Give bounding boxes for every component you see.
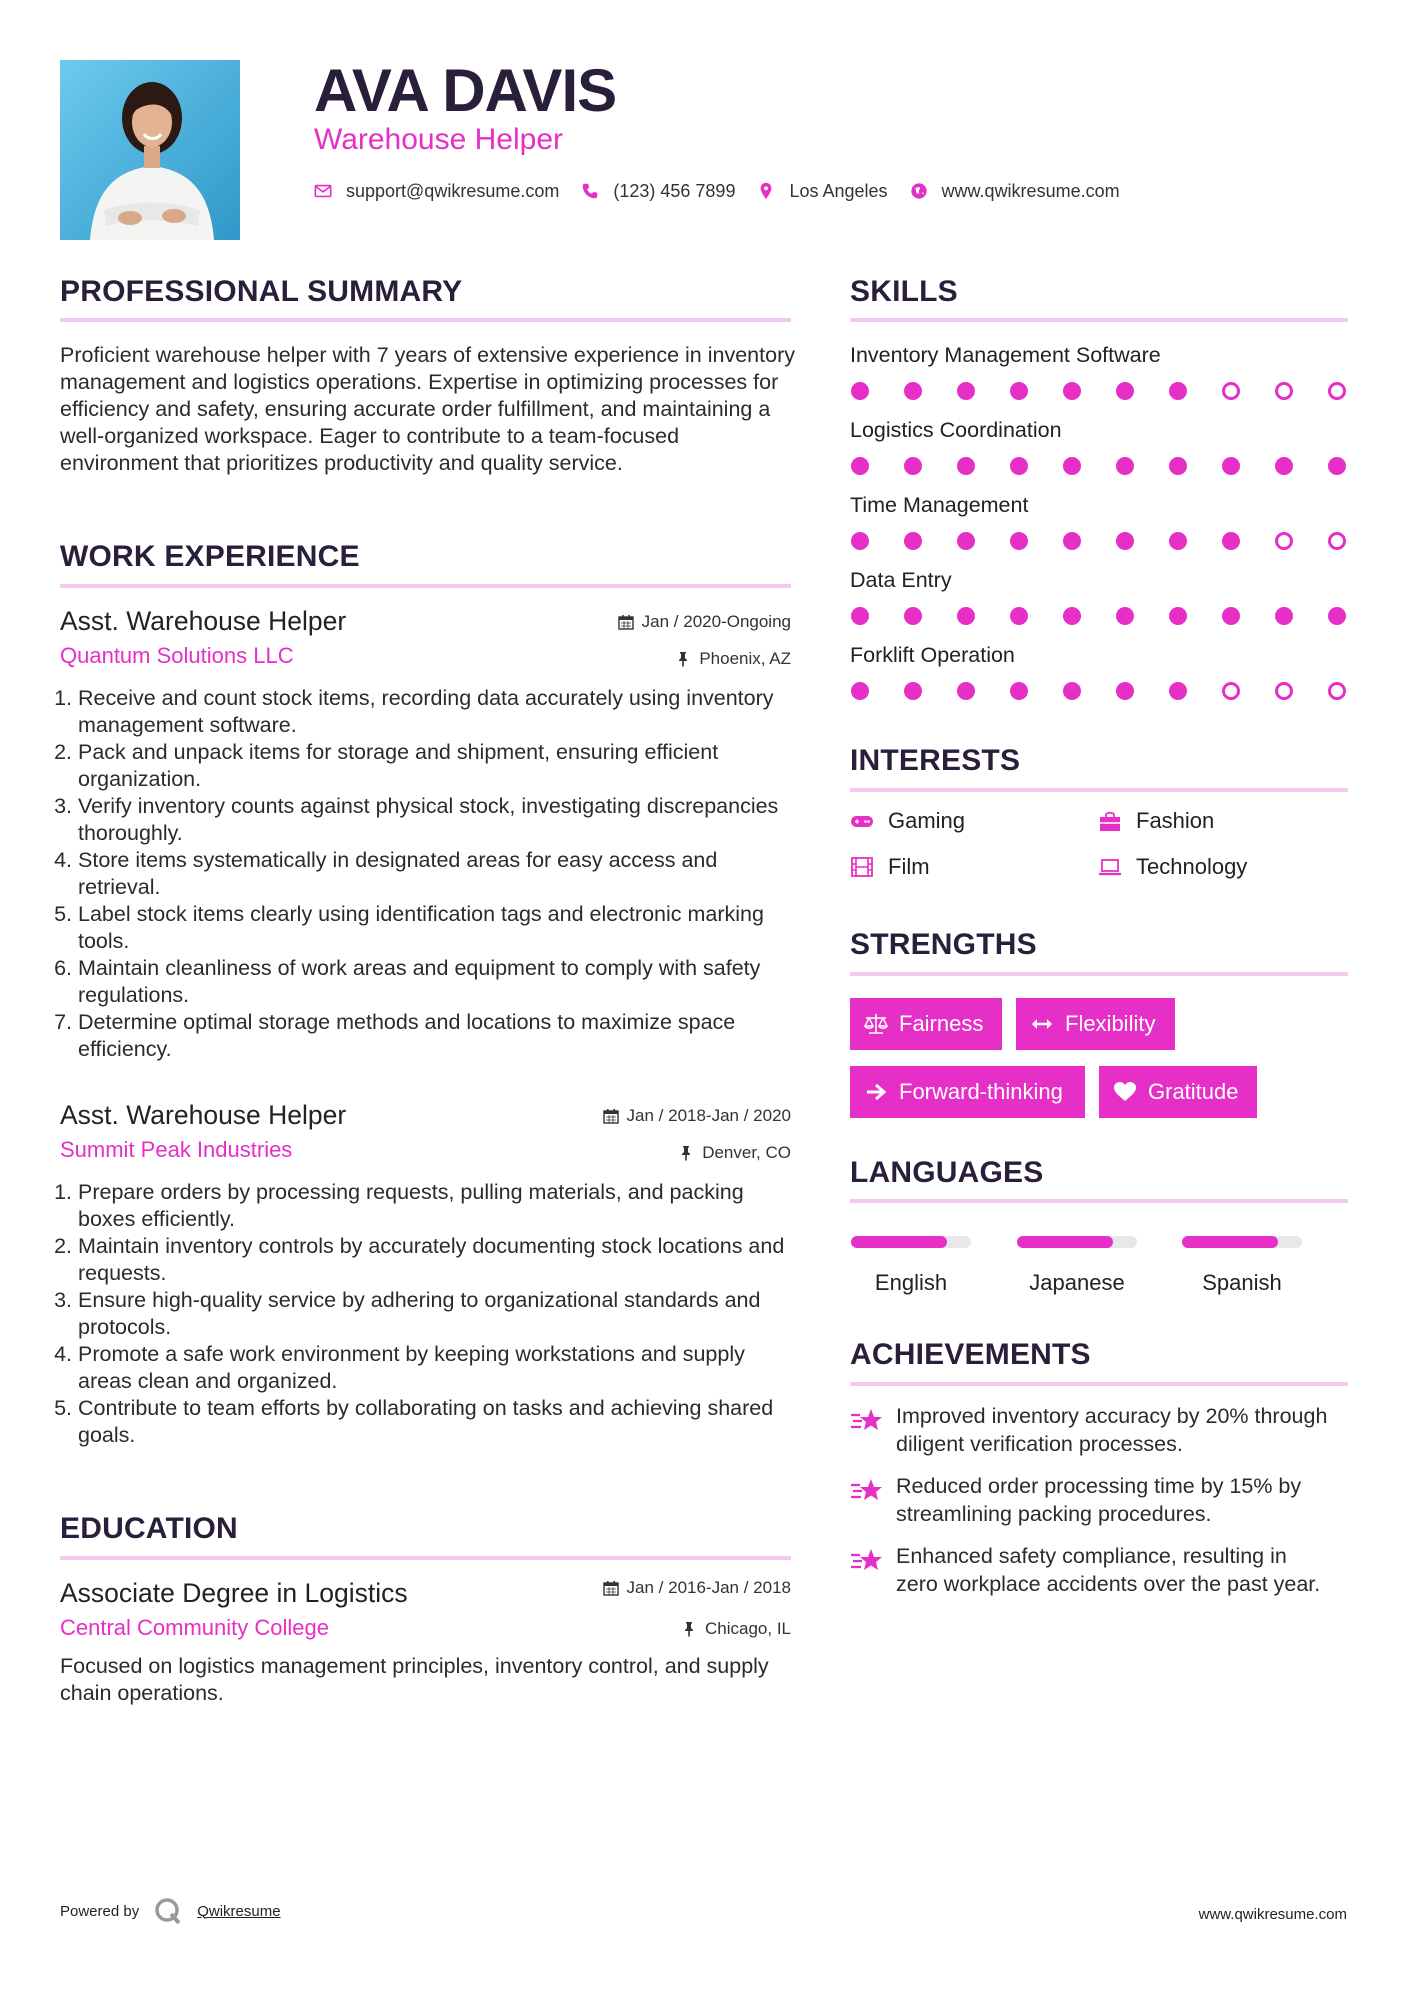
education-location-text: Chicago, IL bbox=[705, 1619, 791, 1638]
strength-label: Fairness bbox=[899, 1011, 984, 1036]
language-bar-fill bbox=[851, 1236, 947, 1248]
skill-name: Data Entry bbox=[850, 568, 952, 592]
candidate-name: AVA DAVIS bbox=[314, 57, 617, 124]
qwikresume-link[interactable]: Qwikresume bbox=[197, 1902, 281, 1920]
job-bullets bbox=[60, 685, 791, 1063]
skill-dot-filled bbox=[1063, 682, 1081, 700]
job-company: Quantum Solutions LLC bbox=[60, 643, 294, 668]
skills-heading: SKILLS bbox=[850, 275, 958, 308]
education-entry bbox=[60, 1576, 791, 1707]
skill-dot-filled bbox=[1116, 607, 1134, 625]
skill-dot-filled bbox=[1010, 382, 1028, 400]
summary-divider bbox=[60, 318, 791, 322]
skill-dot-filled bbox=[957, 382, 975, 400]
achievements-heading: ACHIEVEMENTS bbox=[850, 1338, 1091, 1371]
education-divider bbox=[60, 1556, 791, 1560]
skill-dot-filled bbox=[1169, 607, 1187, 625]
education-location bbox=[681, 1619, 791, 1639]
calendar-icon bbox=[603, 1580, 619, 1596]
language-name: English bbox=[874, 1270, 948, 1295]
job-location bbox=[675, 649, 791, 669]
language-bar-fill bbox=[1017, 1236, 1113, 1248]
skill-dot-filled bbox=[904, 607, 922, 625]
job-location bbox=[678, 1143, 791, 1163]
achievement-item bbox=[850, 1402, 1330, 1458]
skill-dot-filled bbox=[1063, 382, 1081, 400]
skill-dot-filled bbox=[1275, 607, 1293, 625]
skill-name: Inventory Management Software bbox=[850, 343, 1161, 367]
skill-dot-filled bbox=[1063, 532, 1081, 550]
skill-dot-empty bbox=[1275, 382, 1293, 400]
summary-text: Proficient warehouse helper with 7 years of extensive experience in inventory management and logistics operations. Expertise in optimizing processes for efficiency and safety, ensuring accurate order fulfillment, and maintaining a well-organized workspace. Eager to contribute to a team-focused environment that prioritizes productivity and quality service. bbox=[60, 343, 795, 475]
strength-label: Flexibility bbox=[1065, 1011, 1156, 1036]
achievement-text: Reduced order processing time by 15% by streamlining packing procedures. bbox=[896, 1474, 1302, 1526]
gamepad-icon bbox=[850, 809, 874, 833]
skill-dot-filled bbox=[1116, 457, 1134, 475]
education-school: Central Community College bbox=[60, 1615, 329, 1640]
skill-name: Logistics Coordination bbox=[850, 418, 1062, 442]
achievements-divider bbox=[850, 1382, 1348, 1386]
skill-dot-filled bbox=[851, 682, 869, 700]
skill-dot-filled bbox=[904, 682, 922, 700]
interest-label: Gaming bbox=[888, 808, 966, 833]
languages-heading: LANGUAGES bbox=[850, 1156, 1044, 1189]
skill-dot-filled bbox=[1010, 607, 1028, 625]
contact-website[interactable]: www.qwikresume.com bbox=[941, 180, 1120, 201]
strength-badge bbox=[850, 1066, 1085, 1118]
interest-label: Film bbox=[888, 854, 930, 879]
heart-icon bbox=[1112, 1079, 1138, 1105]
job-dates-text: Jan / 2018-Jan / 2020 bbox=[626, 1106, 791, 1125]
strength-badge bbox=[1099, 1066, 1257, 1118]
pushpin-icon bbox=[678, 1145, 694, 1161]
language-item bbox=[1017, 1236, 1137, 1296]
powered-by-label: Powered by bbox=[60, 1902, 140, 1920]
skill-dot-filled bbox=[1169, 382, 1187, 400]
list-item: 5. Label stock items clearly using identification tags and electronic marking tools. bbox=[78, 901, 791, 955]
skill-dot-empty bbox=[1275, 682, 1293, 700]
job-dates bbox=[603, 1106, 791, 1126]
interest-item bbox=[1098, 808, 1214, 834]
list-item: 2. Maintain inventory controls by accurately documenting stock locations and requests. bbox=[78, 1233, 791, 1287]
footer-website[interactable]: www.qwikresume.com bbox=[1198, 1906, 1347, 1923]
interest-label: Technology bbox=[1136, 854, 1248, 879]
job-company: Summit Peak Industries bbox=[60, 1137, 293, 1162]
education-degree: Associate Degree in Logistics bbox=[60, 1578, 408, 1608]
list-item: 1. Receive and count stock items, recording data accurately using inventory management software. bbox=[78, 685, 791, 739]
language-name: Spanish bbox=[1202, 1270, 1282, 1295]
interests-divider bbox=[850, 788, 1348, 792]
strengths-divider bbox=[850, 972, 1348, 976]
skill-dot-filled bbox=[1010, 457, 1028, 475]
contact-email[interactable]: support@qwikresume.com bbox=[346, 180, 560, 201]
phone-icon bbox=[581, 182, 599, 200]
film-icon bbox=[850, 855, 874, 879]
job-dates-text: Jan / 2020-Ongoing bbox=[641, 612, 791, 631]
job-location-text: Phoenix, AZ bbox=[699, 649, 791, 668]
skill-dot-filled bbox=[957, 532, 975, 550]
skill-dot-filled bbox=[1328, 607, 1346, 625]
footer-powered-by bbox=[60, 1896, 281, 1926]
achievement-text: Improved inventory accuracy by 20% through diligent verification processes. bbox=[896, 1404, 1328, 1456]
qwikresume-logo-icon bbox=[153, 1896, 183, 1926]
shooting-star-icon bbox=[850, 1546, 884, 1576]
skill-dot-empty bbox=[1222, 682, 1240, 700]
strength-badge bbox=[1016, 998, 1175, 1050]
contact-bar bbox=[314, 176, 1142, 206]
interest-label: Fashion bbox=[1136, 808, 1215, 833]
arrows-horizontal-icon bbox=[1029, 1011, 1055, 1037]
skill-dot-filled bbox=[904, 382, 922, 400]
skill-dot-empty bbox=[1222, 382, 1240, 400]
skill-dot-filled bbox=[1116, 532, 1134, 550]
skill-dot-filled bbox=[957, 457, 975, 475]
achievement-item bbox=[850, 1472, 1330, 1528]
achievement-text: Enhanced safety compliance, resulting in zero workplace accidents over the past year. bbox=[896, 1544, 1321, 1596]
skill-dot-empty bbox=[1275, 532, 1293, 550]
contact-location: Los Angeles bbox=[789, 180, 888, 201]
strength-label: Gratitude bbox=[1148, 1079, 1239, 1104]
pushpin-icon bbox=[675, 651, 691, 667]
skill-rating bbox=[851, 607, 1381, 625]
education-heading: EDUCATION bbox=[60, 1512, 238, 1545]
skill-dot-filled bbox=[1169, 682, 1187, 700]
skill-dot-filled bbox=[1010, 532, 1028, 550]
pushpin-icon bbox=[681, 1621, 697, 1637]
skill-dot-filled bbox=[1063, 607, 1081, 625]
list-item: 3. Verify inventory counts against physical stock, investigating discrepancies thoroughly. bbox=[78, 793, 791, 847]
experience-divider bbox=[60, 584, 791, 588]
skill-dot-empty bbox=[1328, 682, 1346, 700]
interest-item bbox=[850, 854, 930, 880]
contact-phone[interactable]: (123) 456 7899 bbox=[613, 180, 736, 201]
strengths-heading: STRENGTHS bbox=[850, 928, 1037, 961]
skill-dot-filled bbox=[1169, 532, 1187, 550]
language-name: Japanese bbox=[1029, 1270, 1125, 1295]
list-item: 4. Store items systematically in designated areas for easy access and retrieval. bbox=[78, 847, 791, 901]
summary-heading: PROFESSIONAL SUMMARY bbox=[60, 275, 463, 308]
skill-name: Time Management bbox=[850, 493, 1029, 517]
skill-rating bbox=[851, 682, 1381, 700]
candidate-title: Warehouse Helper bbox=[314, 123, 564, 156]
job-location-text: Denver, CO bbox=[702, 1143, 791, 1162]
skill-rating bbox=[851, 532, 1381, 550]
list-item: 5. Contribute to team efforts by collaborating on tasks and achieving shared goals. bbox=[78, 1395, 791, 1449]
globe-icon bbox=[910, 182, 928, 200]
achievement-item bbox=[850, 1542, 1330, 1598]
skill-dot-filled bbox=[957, 607, 975, 625]
skill-dot-filled bbox=[957, 682, 975, 700]
list-item: 7. Determine optimal storage methods and locations to maximize space efficiency. bbox=[78, 1009, 791, 1063]
job-role: Asst. Warehouse Helper bbox=[60, 1100, 347, 1130]
job-dates bbox=[618, 612, 791, 632]
skill-dot-filled bbox=[1116, 382, 1134, 400]
skill-dot-empty bbox=[1328, 532, 1346, 550]
profile-photo bbox=[60, 60, 240, 240]
skill-name: Forklift Operation bbox=[850, 643, 1015, 667]
education-dates-text: Jan / 2016-Jan / 2018 bbox=[626, 1578, 791, 1597]
skill-rating bbox=[851, 382, 1381, 400]
skill-dot-filled bbox=[1116, 682, 1134, 700]
education-dates bbox=[603, 1578, 791, 1598]
education-description: Focused on logistics management principles, inventory control, and supply chain operations. bbox=[60, 1654, 769, 1705]
skill-dot-filled bbox=[904, 457, 922, 475]
experience-heading: WORK EXPERIENCE bbox=[60, 540, 360, 573]
interests-heading: INTERESTS bbox=[850, 744, 1021, 777]
skills-divider bbox=[850, 318, 1348, 322]
balance-scale-icon bbox=[863, 1011, 889, 1037]
list-item: 2. Pack and unpack items for storage and shipment, ensuring efficient organization. bbox=[78, 739, 791, 793]
interest-item bbox=[850, 808, 965, 834]
skill-dot-filled bbox=[904, 532, 922, 550]
skill-dot-filled bbox=[1222, 532, 1240, 550]
job-entry-1 bbox=[60, 604, 791, 1063]
strength-label: Forward-thinking bbox=[899, 1079, 1063, 1104]
shooting-star-icon bbox=[850, 1406, 884, 1436]
skill-dot-filled bbox=[851, 457, 869, 475]
laptop-icon bbox=[1098, 855, 1122, 879]
skill-dot-empty bbox=[1328, 382, 1346, 400]
language-bar-fill bbox=[1182, 1236, 1278, 1248]
language-item bbox=[851, 1236, 971, 1296]
skill-dot-filled bbox=[1222, 607, 1240, 625]
skill-dot-filled bbox=[851, 607, 869, 625]
skill-dot-filled bbox=[1169, 457, 1187, 475]
skill-dot-filled bbox=[1010, 682, 1028, 700]
shooting-star-icon bbox=[850, 1476, 884, 1506]
skill-dot-filled bbox=[1275, 457, 1293, 475]
language-bar bbox=[1182, 1236, 1302, 1248]
interest-item bbox=[1098, 854, 1247, 880]
calendar-icon bbox=[618, 614, 634, 630]
list-item: 3. Ensure high-quality service by adhering to organizational standards and protocols. bbox=[78, 1287, 791, 1341]
skill-dot-filled bbox=[1063, 457, 1081, 475]
envelope-icon bbox=[314, 182, 332, 200]
map-pin-icon bbox=[757, 182, 775, 200]
languages-divider bbox=[850, 1199, 1348, 1203]
shopping-bag-icon bbox=[1098, 809, 1122, 833]
calendar-icon bbox=[603, 1108, 619, 1124]
arrow-right-icon bbox=[863, 1079, 889, 1105]
skill-rating bbox=[851, 457, 1381, 475]
list-item: 4. Promote a safe work environment by keeping workstations and supply areas clean and organized. bbox=[78, 1341, 791, 1395]
job-bullets bbox=[60, 1179, 791, 1449]
skill-dot-filled bbox=[851, 532, 869, 550]
skill-dot-filled bbox=[1328, 457, 1346, 475]
language-bar bbox=[1017, 1236, 1137, 1248]
list-item: 1. Prepare orders by processing requests, pulling materials, and packing boxes efficiently. bbox=[78, 1179, 791, 1233]
skill-dot-filled bbox=[851, 382, 869, 400]
job-entry-2 bbox=[60, 1098, 791, 1449]
language-item bbox=[1182, 1236, 1302, 1296]
language-bar bbox=[851, 1236, 971, 1248]
job-role: Asst. Warehouse Helper bbox=[60, 606, 347, 636]
skill-dot-filled bbox=[1222, 457, 1240, 475]
strength-badge bbox=[850, 998, 1002, 1050]
list-item: 6. Maintain cleanliness of work areas and equipment to comply with safety regulations. bbox=[78, 955, 791, 1009]
